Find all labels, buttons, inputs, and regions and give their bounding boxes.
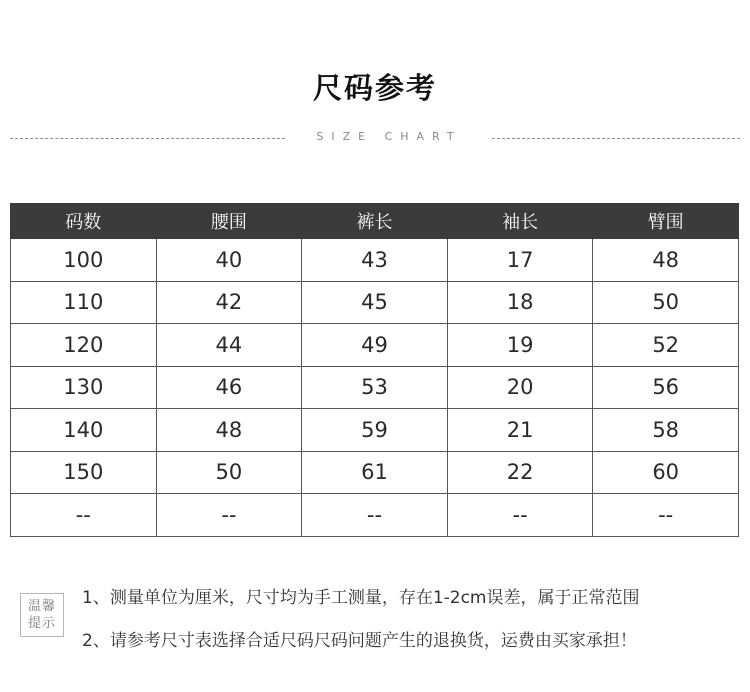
table-cell: 130 bbox=[11, 366, 157, 409]
tip-note-measurement: 1、测量单位为厘米，尺寸均为手工测量，存在1-2cm误差，属于正常范围 bbox=[82, 588, 640, 608]
header-sleeve-length: 袖长 bbox=[447, 204, 593, 239]
table-cell: 59 bbox=[302, 409, 448, 452]
tips-badge-line2: 提示 bbox=[27, 616, 56, 631]
table-cell: 43 bbox=[302, 239, 448, 282]
table-row bbox=[11, 239, 739, 282]
tips-badge bbox=[20, 593, 64, 637]
table-cell: 120 bbox=[11, 324, 157, 367]
header-waist: 腰围 bbox=[156, 204, 302, 239]
table-cell: 56 bbox=[593, 366, 739, 409]
size-table bbox=[10, 203, 739, 537]
table-cell: -- bbox=[156, 494, 302, 537]
table-cell: 20 bbox=[447, 366, 593, 409]
table-cell: 140 bbox=[11, 409, 157, 452]
table-cell: 42 bbox=[156, 281, 302, 324]
table-cell: 48 bbox=[156, 409, 302, 452]
table-cell: 50 bbox=[593, 281, 739, 324]
table-cell: 110 bbox=[11, 281, 157, 324]
table-cell: 44 bbox=[156, 324, 302, 367]
size-chart-divider bbox=[10, 130, 740, 146]
table-cell: -- bbox=[302, 494, 448, 537]
dashed-divider-right bbox=[492, 138, 740, 139]
table-cell: 19 bbox=[447, 324, 593, 367]
table-cell: 52 bbox=[593, 324, 739, 367]
tips-badge-line1: 温馨 bbox=[27, 599, 56, 614]
table-cell: 49 bbox=[302, 324, 448, 367]
table-cell: 58 bbox=[593, 409, 739, 452]
table-row bbox=[11, 281, 739, 324]
table-row bbox=[11, 366, 739, 409]
table-cell: 100 bbox=[11, 239, 157, 282]
table-cell: 50 bbox=[156, 451, 302, 494]
table-row bbox=[11, 451, 739, 494]
tip-note-returns: 2、请参考尺寸表选择合适尺码尺码问题产生的退换货，运费由买家承担！ bbox=[82, 631, 637, 651]
table-header-row bbox=[11, 204, 739, 239]
table-cell: 48 bbox=[593, 239, 739, 282]
table-cell: 18 bbox=[447, 281, 593, 324]
table-cell: 40 bbox=[156, 239, 302, 282]
table-cell: 60 bbox=[593, 451, 739, 494]
table-row bbox=[11, 409, 739, 452]
table-cell: -- bbox=[593, 494, 739, 537]
table-cell: 21 bbox=[447, 409, 593, 452]
header-arm-circumference: 臂围 bbox=[593, 204, 739, 239]
table-cell: 61 bbox=[302, 451, 448, 494]
header-size: 码数 bbox=[11, 204, 157, 239]
table-cell: 53 bbox=[302, 366, 448, 409]
table-row bbox=[11, 324, 739, 367]
size-chart-subtitle: SIZE CHART bbox=[316, 130, 462, 143]
table-cell: 17 bbox=[447, 239, 593, 282]
table-cell: 46 bbox=[156, 366, 302, 409]
page-title: 尺码参考 bbox=[312, 71, 437, 105]
dashed-divider-left bbox=[10, 138, 285, 139]
table-row bbox=[11, 494, 739, 537]
table-cell: 22 bbox=[447, 451, 593, 494]
table-cell: 45 bbox=[302, 281, 448, 324]
table-cell: -- bbox=[11, 494, 157, 537]
header-pants-length: 裤长 bbox=[302, 204, 448, 239]
table-cell: -- bbox=[447, 494, 593, 537]
table-cell: 150 bbox=[11, 451, 157, 494]
